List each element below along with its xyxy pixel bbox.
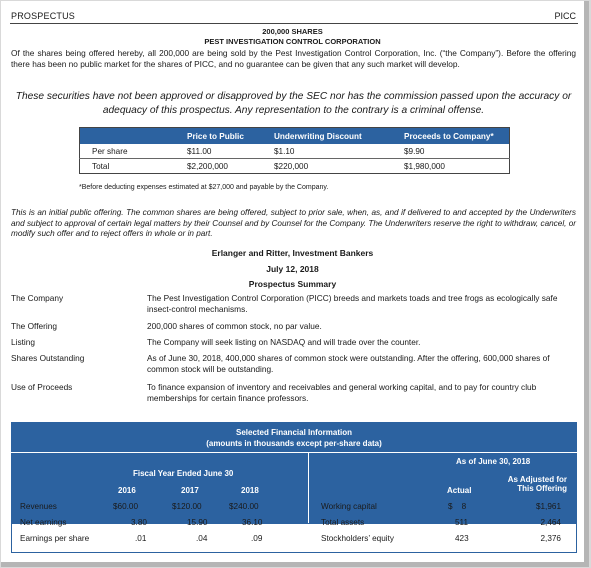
summary-text-offering: 200,000 shares of common stock, no par value. bbox=[147, 321, 322, 331]
sec-notice: These securities have not been approved or disapproved by the SEC nor has the commission passed upon the accuracy or adequacy of this prospectus. Any representation to the contrary is a criminal offense. bbox=[15, 91, 572, 116]
header-prospectus-label: PROSPECTUS bbox=[11, 11, 76, 21]
row-label: Per share bbox=[80, 144, 188, 159]
summary-title: Prospectus Summary bbox=[248, 279, 337, 289]
row-label-working-capital: Working capital bbox=[321, 502, 377, 511]
adjusted-header-line2: This Offering bbox=[517, 484, 567, 493]
cell: $240.00 bbox=[229, 502, 259, 511]
financial-title-line1: Selected Financial Information bbox=[235, 428, 353, 437]
ipo-paragraph: This is an initial public offering. The common shares are being offered, subject to prior sale, when, as, and if delivered to and accepted by the Underwriters and subject to approval of certain legal matters by their Counsel and by Counsel for the Company. The Underwriters reserve the right to withdraw, cancel, or modify such offer and to reject offers in whole or in part. bbox=[11, 208, 576, 239]
summary-label-proceeds: Use of Proceeds bbox=[11, 382, 73, 392]
cell: $220,000 bbox=[274, 161, 309, 171]
cell: $9.90 bbox=[404, 144, 510, 159]
financial-rows bbox=[11, 523, 577, 553]
cell: 15.90 bbox=[187, 518, 208, 527]
cell: $1,961 bbox=[535, 502, 561, 511]
summary-text-proceeds: To finance expansion of inventory and receivables and general working capital, and to pay for country club memberships for certain finance professors. bbox=[147, 382, 537, 404]
summary-label-listing: Listing bbox=[11, 337, 35, 347]
table-row bbox=[80, 144, 510, 159]
company-title: PEST INVESTIGATION CONTROL CORPORATION bbox=[204, 37, 381, 46]
financial-info-table bbox=[11, 422, 577, 553]
cell: $60.00 bbox=[113, 502, 139, 511]
summary-label-company: The Company bbox=[11, 293, 64, 303]
actual-header: Actual bbox=[447, 486, 472, 495]
cell: $2,200,000 bbox=[187, 161, 228, 171]
cell: 511 bbox=[455, 518, 469, 527]
header-ticker: PICC bbox=[554, 11, 576, 21]
row-label-total-assets: Total assets bbox=[321, 518, 365, 527]
cell: $ 8 bbox=[448, 502, 467, 511]
adjusted-header bbox=[508, 475, 567, 493]
row-label: Total bbox=[92, 161, 110, 171]
financial-title bbox=[11, 427, 577, 449]
shares-title: 200,000 SHARES bbox=[262, 27, 323, 36]
prospectus-date: July 12, 2018 bbox=[266, 264, 319, 274]
cell: .04 bbox=[196, 534, 208, 543]
price-footnote: *Before deducting expenses estimated at $27,000 and payable by the Company. bbox=[79, 184, 329, 191]
cell: $120.00 bbox=[172, 502, 202, 511]
prospectus-page bbox=[1, 1, 589, 567]
table-row bbox=[80, 159, 510, 174]
underwriters-line: Erlanger and Ritter, Investment Bankers bbox=[211, 248, 374, 258]
cell: .01 bbox=[135, 534, 147, 543]
price-table-header bbox=[80, 128, 510, 145]
year-2018: 2018 bbox=[241, 486, 259, 495]
price-header-proceeds: Proceeds to Company* bbox=[404, 128, 510, 145]
row-label-net-earnings: Net earnings bbox=[20, 518, 67, 527]
header-divider bbox=[10, 23, 578, 24]
price-header-discount: Underwriting Discount bbox=[274, 128, 404, 145]
price-header-blank bbox=[80, 128, 188, 145]
cell: $11.00 bbox=[187, 144, 274, 159]
row-label-stockholders-equity: Stockholders’ equity bbox=[321, 534, 394, 543]
cell: 36.10 bbox=[242, 518, 263, 527]
year-2017: 2017 bbox=[181, 486, 199, 495]
cell: $1.10 bbox=[274, 144, 404, 159]
cell: 423 bbox=[455, 534, 469, 543]
summary-text-shares: As of June 30, 2018, 400,000 shares of common stock were outstanding. After the offering, 600,000 shares of common stock will be outstanding. bbox=[147, 353, 550, 375]
cell: 2,376 bbox=[540, 534, 561, 543]
summary-text-listing: The Company will seek listing on NASDAQ and will trade over the counter. bbox=[147, 337, 421, 347]
financial-column-divider bbox=[308, 453, 309, 523]
intro-paragraph: Of the shares being offered hereby, all 200,000 are being sold by the Pest Investigation Control Corporation, Inc. (“the Company”). Before the offering there has been no public market for the shares of PICC, and no guarantee can be given that any such market will develop. bbox=[11, 48, 576, 69]
financial-title-line2: (amounts in thousands except per-share data) bbox=[206, 439, 382, 448]
price-table bbox=[79, 127, 510, 174]
row-label-eps: Earnings per share bbox=[20, 534, 90, 543]
financial-divider bbox=[11, 452, 577, 453]
summary-label-offering: The Offering bbox=[11, 321, 57, 331]
summary-text-company: The Pest Investigation Control Corporation (PICC) breeds and markets toads and tree frogs as ecologically safe insect-control mechanisms. bbox=[147, 293, 558, 315]
price-header-public: Price to Public bbox=[187, 128, 274, 145]
cell: 3.80 bbox=[131, 518, 147, 527]
cell: .09 bbox=[251, 534, 263, 543]
cell: $1,980,000 bbox=[404, 161, 445, 171]
summary-label-shares: Shares Outstanding bbox=[11, 353, 85, 363]
cell: 2,464 bbox=[540, 518, 561, 527]
row-label-revenues: Revenues bbox=[20, 502, 57, 511]
fiscal-year-header: Fiscal Year Ended June 30 bbox=[133, 469, 234, 478]
asof-header: As of June 30, 2018 bbox=[456, 457, 531, 466]
year-2016: 2016 bbox=[118, 486, 136, 495]
adjusted-header-line1: As Adjusted for bbox=[507, 475, 567, 484]
